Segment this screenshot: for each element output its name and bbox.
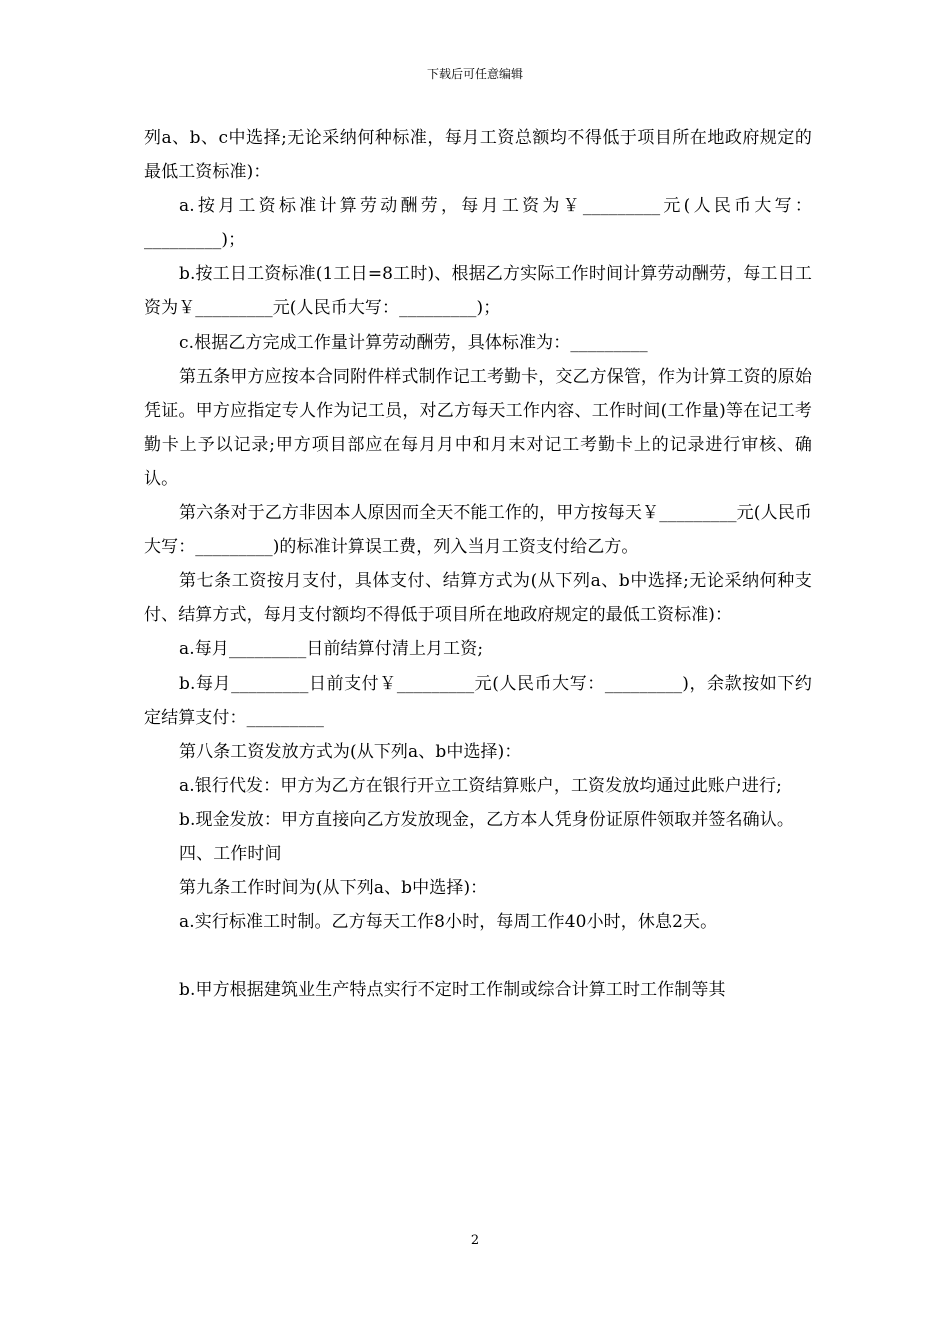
paragraph: b.按工日工资标准(1工日=8工时)、根据乙方实际工作时间计算劳动酬劳，每工日工资为￥_________元(人民币大写：_________)； (144, 264, 812, 319)
paragraph: b.现金发放：甲方直接向乙方发放现金，乙方本人凭身份证原件领取并签名确认。 (179, 809, 794, 830)
paragraph: 第九条工作时间为(从下列a、b中选择)： (179, 878, 488, 899)
paragraph: c.根据乙方完成工作量计算劳动酬劳，具体标准为：_________ (179, 332, 648, 353)
paragraph: 第六条对于乙方非因本人原因而全天不能工作的，甲方按每天￥_________元(人民币大写：_________)的标准计算误工费，列入当月工资支付给乙方。 (144, 503, 812, 558)
page-header: 下载后可任意编辑 (426, 67, 523, 81)
paragraph: 列a、b、c中选择;无论采纳何种标准，每月工资总额均不得低于项目所在地政府规定的最低工资标准)： (144, 128, 812, 183)
paragraph: a.每月_________日前结算付清上月工资; (179, 639, 484, 660)
paragraph: 第七条工资按月支付，具体支付、结算方式为(从下列a、b中选择;无论采纳何种支付、结算方式，每月支付额均不得低于项目所在地政府规定的最低工资标准)： (144, 571, 812, 626)
paragraph: 第八条工资发放方式为(从下列a、b中选择)： (179, 741, 522, 762)
paragraph: 第五条甲方应按本合同附件样式制作记工考勤卡，交乙方保管，作为计算工资的原始凭证。甲方应指定专人作为记工员，对乙方每天工作内容、工作时间(工作量)等在记工考勤卡上予以记录;甲方项目部应在每月月中和月末对记工考勤卡上的记录进行审核、确认。 (144, 366, 812, 489)
paragraph: a.银行代发：甲方为乙方在银行开立工资结算账户，工资发放均通过此账户进行; (179, 775, 782, 796)
paragraph: b.每月_________日前支付￥_________元(人民币大写：_________)，余款按如下约定结算支付：_________ (144, 673, 812, 728)
paragraph: a.实行标准工时制。乙方每天工作8小时，每周工作40小时，休息2天。 (179, 912, 718, 933)
section-heading: 四、工作时间 (179, 843, 282, 864)
document-body (144, 121, 812, 1007)
page-number: 2 (470, 1233, 480, 1248)
paragraph: a.按月工资标准计算劳动酬劳，每月工资为￥_________元(人民币大写：_________)； (144, 196, 812, 251)
paragraph: b.甲方根据建筑业生产特点实行不定时工作制或综合计算工时工作制等其 (179, 980, 726, 1001)
